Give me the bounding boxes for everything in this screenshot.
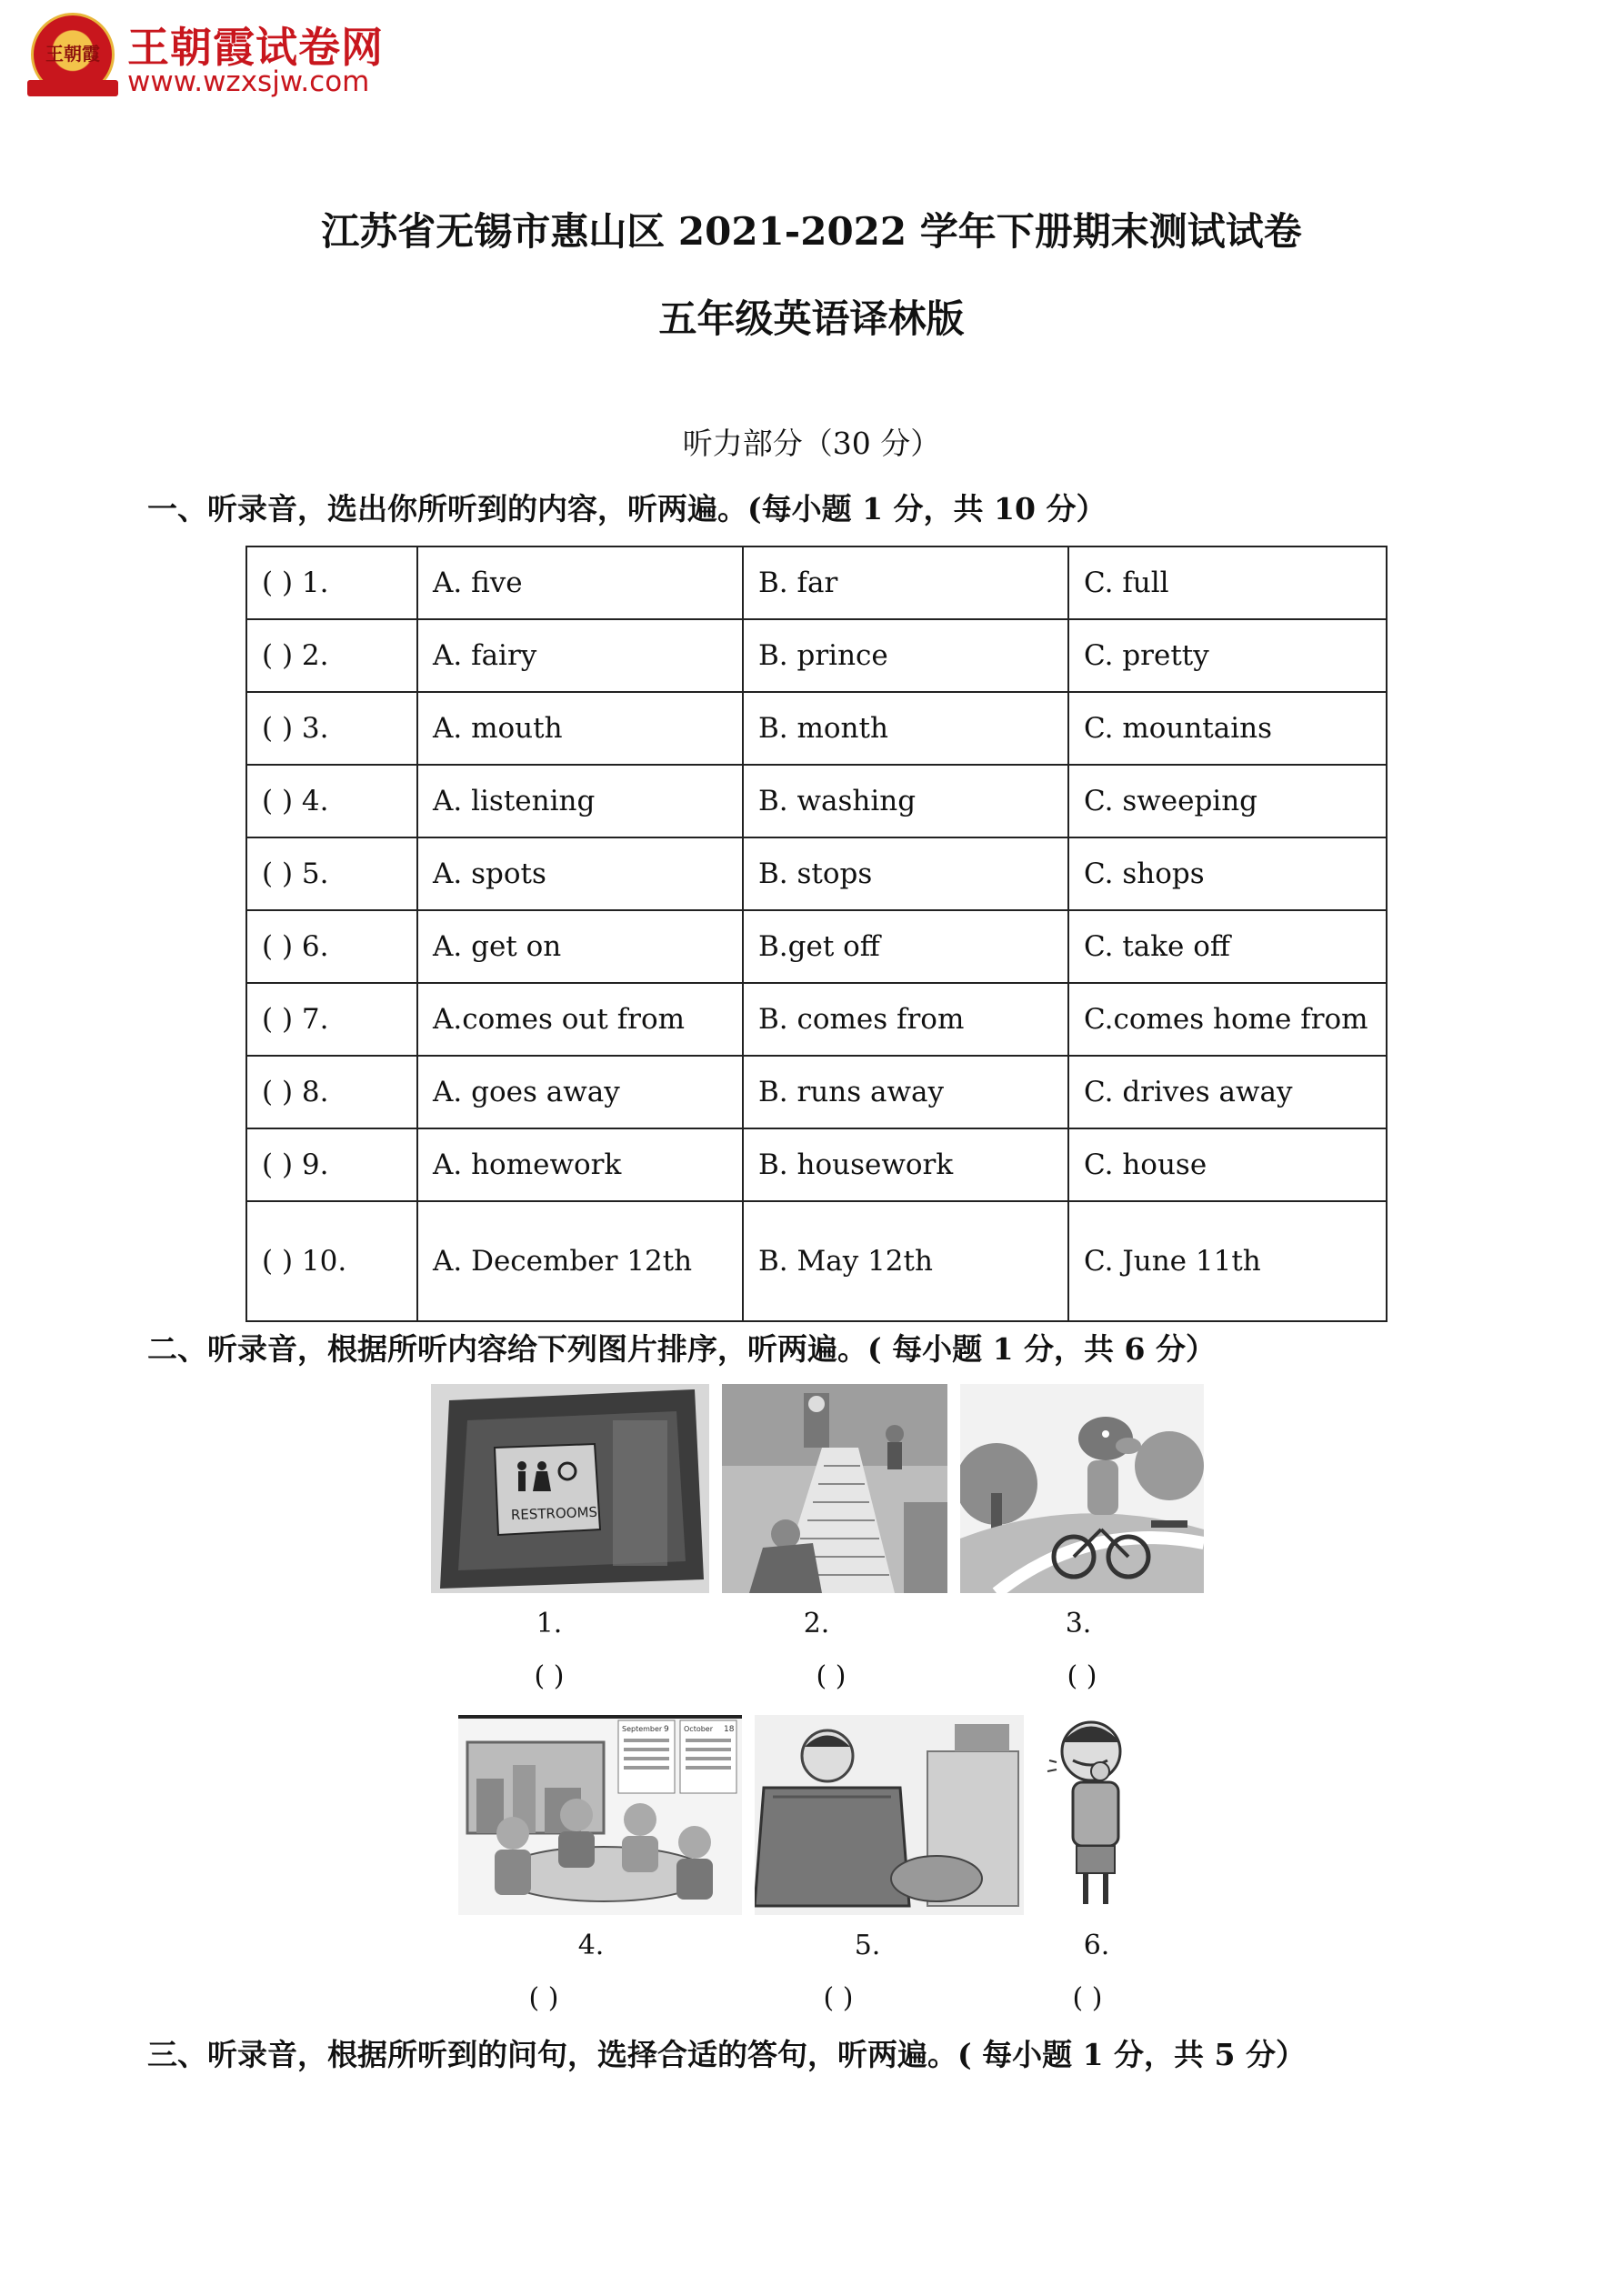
question-number-cell[interactable]: ( ) 9. (246, 1128, 417, 1201)
option-b-cell: B. prince (743, 619, 1068, 692)
option-b-cell: B. comes from (743, 983, 1068, 1056)
question-number-cell[interactable]: ( ) 10. (246, 1201, 417, 1321)
table-row (246, 692, 1387, 765)
site-logo (25, 9, 407, 100)
picture-1-label: 1. (536, 1608, 563, 1639)
picture-2-label: 2. (803, 1608, 830, 1639)
picture-6-boy-coughing (1037, 1706, 1167, 1915)
option-a-cell: A.comes out from (417, 983, 743, 1056)
option-c-cell: C. take off (1068, 910, 1387, 983)
table-row (246, 546, 1387, 619)
option-c-cell: C. pretty (1068, 619, 1387, 692)
option-c-cell: C. full (1068, 546, 1387, 619)
option-a-cell: A. five (417, 546, 743, 619)
option-a-cell: A. goes away (417, 1056, 743, 1128)
question-number-cell[interactable]: ( ) 8. (246, 1056, 417, 1128)
logo-url: www.wzxsjw.com (127, 65, 370, 98)
restroom-sign-text: RESTROOMS (510, 1503, 598, 1524)
option-b-cell: B. stops (743, 837, 1068, 910)
option-c-cell: C.comes home from (1068, 983, 1387, 1056)
option-c-cell: C. mountains (1068, 692, 1387, 765)
option-c-cell: C. sweeping (1068, 765, 1387, 837)
part-title: 听力部分（30 分） (682, 426, 941, 461)
question-number-cell[interactable]: ( ) 6. (246, 910, 417, 983)
option-c-cell: C. shops (1068, 837, 1387, 910)
picture-2-answer-blank[interactable]: ( ) (816, 1660, 847, 1692)
table-row (246, 619, 1387, 692)
logo-badge-text: 王朝霞 (45, 43, 100, 65)
logo-ribbon (27, 80, 118, 96)
svg-text:18: 18 (724, 1725, 735, 1734)
picture-6-label: 6. (1083, 1930, 1110, 1961)
svg-text:9: 9 (664, 1725, 669, 1734)
picture-4-label: 4. (577, 1930, 605, 1961)
option-b-cell: B. far (743, 546, 1068, 619)
question-table (245, 546, 1388, 1322)
picture-5-answer-blank[interactable]: ( ) (823, 1982, 854, 2014)
option-a-cell: A. fairy (417, 619, 743, 692)
section1-heading: 一、听录音，选出你所听到的内容，听两遍。(每小题 1 分，共 10 分） (147, 491, 1107, 526)
svg-text:September: September (622, 1725, 663, 1733)
option-a-cell: A. spots (417, 837, 743, 910)
section3-heading: 三、听录音，根据所听到的问句，选择合适的答句，听两遍。( 每小题 1 分，共 5 分） (147, 2037, 1306, 2072)
picture-5-boy-blanket (755, 1715, 1024, 1915)
picture-4-answer-blank[interactable]: ( ) (528, 1982, 559, 2014)
section2-heading: 二、听录音，根据所听内容给下列图片排序，听两遍。( 每小题 1 分，共 6 分） (147, 1331, 1216, 1367)
document-subtitle: 五年级英语译林版 (658, 296, 965, 341)
option-c-cell: C. June 11th (1068, 1201, 1387, 1321)
question-number-cell[interactable]: ( ) 1. (246, 546, 417, 619)
document-title: 江苏省无锡市惠山区 2021-2022 学年下册期末测试试卷 (321, 209, 1302, 254)
picture-2-princess-stairs (722, 1384, 947, 1593)
picture-4-family-dinner (458, 1715, 742, 1915)
option-b-cell: B. runs away (743, 1056, 1068, 1128)
picture-3-answer-blank[interactable]: ( ) (1067, 1660, 1097, 1692)
picture-6-answer-blank[interactable]: ( ) (1072, 1982, 1103, 2014)
picture-3-dog-bicycle (960, 1384, 1204, 1593)
table-row (246, 1128, 1387, 1201)
question-number-cell[interactable]: ( ) 3. (246, 692, 417, 765)
option-b-cell: B. month (743, 692, 1068, 765)
table-row (246, 1056, 1387, 1128)
svg-text:October: October (684, 1725, 714, 1733)
question-number-cell[interactable]: ( ) 2. (246, 619, 417, 692)
table-row (246, 1201, 1387, 1321)
picture-3-label: 3. (1065, 1608, 1092, 1639)
option-a-cell: A. homework (417, 1128, 743, 1201)
option-c-cell: C. house (1068, 1128, 1387, 1201)
option-a-cell: A. mouth (417, 692, 743, 765)
table-row (246, 983, 1387, 1056)
logo-title: 王朝霞试卷网 (127, 23, 384, 72)
option-b-cell: B.get off (743, 910, 1068, 983)
option-a-cell: A. listening (417, 765, 743, 837)
question-number-cell[interactable]: ( ) 5. (246, 837, 417, 910)
option-b-cell: B. housework (743, 1128, 1068, 1201)
question-number-cell[interactable]: ( ) 4. (246, 765, 417, 837)
table-row (246, 837, 1387, 910)
option-b-cell: B. washing (743, 765, 1068, 837)
option-a-cell: A. December 12th (417, 1201, 743, 1321)
picture-1-restroom-sign (431, 1384, 709, 1593)
table-row (246, 910, 1387, 983)
option-b-cell: B. May 12th (743, 1201, 1068, 1321)
option-a-cell: A. get on (417, 910, 743, 983)
picture-1-answer-blank[interactable]: ( ) (534, 1660, 565, 1692)
question-number-cell[interactable]: ( ) 7. (246, 983, 417, 1056)
picture-5-label: 5. (854, 1930, 881, 1961)
option-c-cell: C. drives away (1068, 1056, 1387, 1128)
table-row (246, 765, 1387, 837)
